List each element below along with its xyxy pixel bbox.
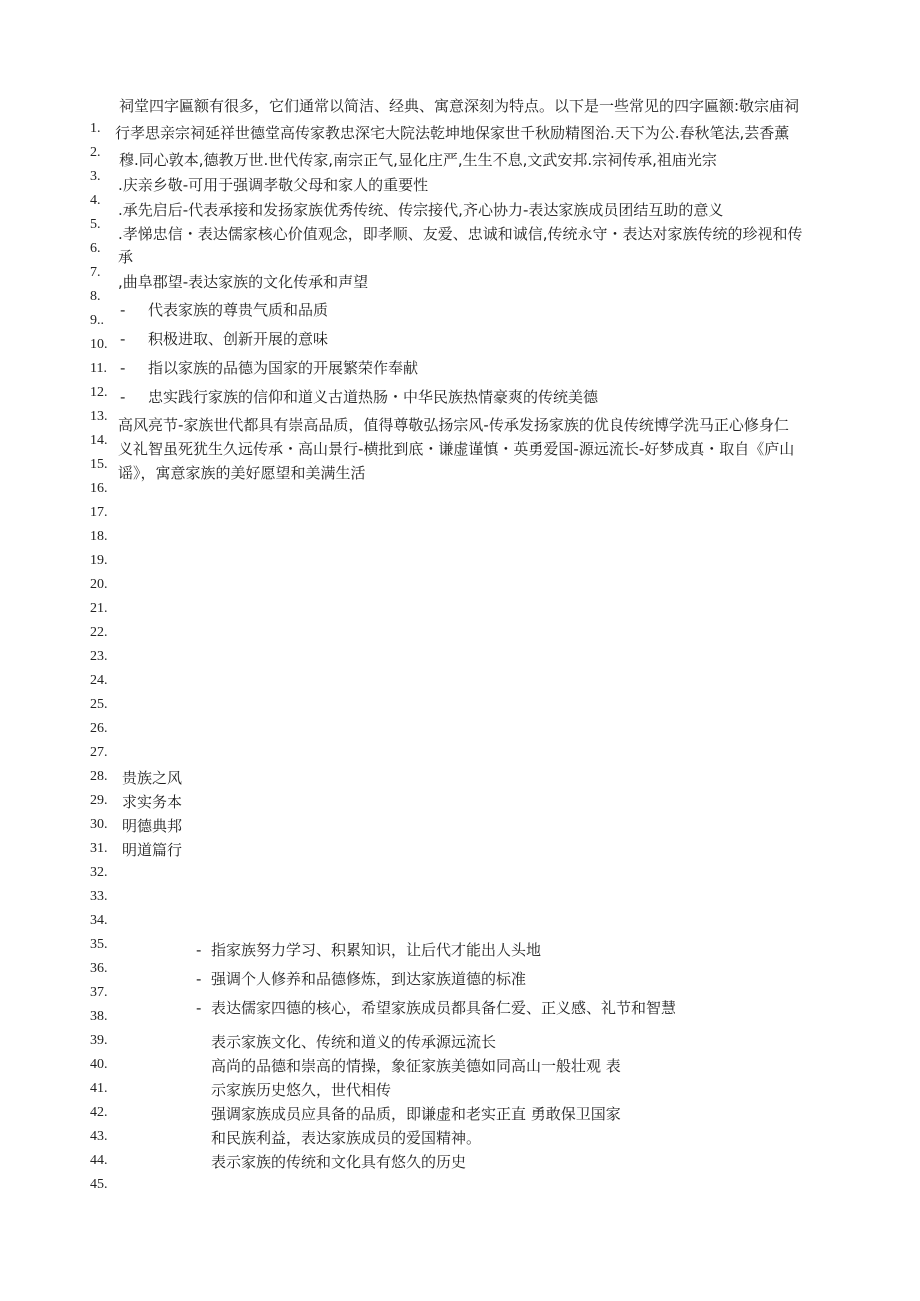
intro-line-2: 行孝思亲宗祠延祥世德堂高传家教忠深宅大院法乾坤地保家世千秋励精图治.天下为公.春秋笔法,芸香薰 <box>115 124 790 142</box>
line-number: 22. <box>90 625 108 640</box>
line-number: 39. <box>90 1033 108 1048</box>
line-number: 38. <box>90 1009 108 1024</box>
explanation-line: 高尚的品德和崇高的情操，象征家族美德如同高山一般壮观 表 <box>211 1057 621 1075</box>
line-number: 25. <box>90 697 108 712</box>
short-phrase: 贵族之风 <box>122 769 183 787</box>
line-number: 5. <box>90 217 101 232</box>
dash-item-2 <box>196 996 676 1020</box>
intro-line-3: 穆.同心敦本,德教万世.世代传家,南宗正气,显化庄严,生生不息,文武安邦.宗祠传承,祖庙光宗 <box>119 151 717 169</box>
short-phrase: 明德典邦 <box>122 817 183 835</box>
line-number: 8. <box>90 289 101 304</box>
line-number: 12. <box>90 385 108 400</box>
short-phrase: 求实务本 <box>122 793 183 811</box>
line-number: 16. <box>90 481 108 496</box>
list-item-b: .承先启后-代表承接和发扬家族优秀传统、传宗接代,齐心协力-表达家族成员团结互助的意义 <box>118 201 724 219</box>
line-number: 19. <box>90 553 108 568</box>
explanation-line: 表示家族的传统和文化具有悠久的历史 <box>211 1153 467 1171</box>
line-number: 41. <box>90 1081 108 1096</box>
line-number: 44. <box>90 1153 108 1168</box>
line-number: 35. <box>90 937 108 952</box>
line-number: 43. <box>90 1129 108 1144</box>
intro-line-1: 祠堂四字匾额有很多，它们通常以简洁、经典、寓意深刻为特点。以下是一些常见的四字匾额:敬宗庙祠 <box>119 97 800 115</box>
dash-marker: - <box>196 941 202 959</box>
line-number: 9.. <box>90 313 104 328</box>
line-number: 15. <box>90 457 108 472</box>
line-number: 14. <box>90 433 108 448</box>
line-number: 13. <box>90 409 108 424</box>
line-number: 26. <box>90 721 108 736</box>
dash-marker: - <box>120 330 126 348</box>
line-number: 6. <box>90 241 101 256</box>
dash-item-text: 忠实践行家族的信仰和道义古道热肠・中华民族热情豪爽的传统美德 <box>148 388 599 406</box>
dash-marker: - <box>120 301 126 319</box>
explanation-line: 表示家族文化、传统和道义的传承源远流长 <box>211 1033 497 1051</box>
dash-item <box>120 385 598 409</box>
line-number: 7. <box>90 265 101 280</box>
dash-item-2-text: 强调个人修养和品德修炼，到达家族道德的标准 <box>211 970 527 988</box>
line-number: 11. <box>90 361 107 376</box>
explanation-line: 强调家族成员应具备的品质，即谦虚和老实正直 勇敢保卫国家 <box>211 1105 621 1123</box>
line-number: 45. <box>90 1177 108 1192</box>
dash-marker: - <box>196 970 202 988</box>
dash-marker: - <box>196 999 202 1017</box>
line-number: 32. <box>90 865 108 880</box>
line-number: 33. <box>90 889 108 904</box>
line-number: 24. <box>90 673 108 688</box>
dash-item-2 <box>196 967 526 991</box>
short-phrase: 明道篇行 <box>122 841 183 859</box>
line-number: 40. <box>90 1057 108 1072</box>
line-number: 18. <box>90 529 108 544</box>
line-number: 3. <box>90 169 101 184</box>
line-number: 2. <box>90 145 101 160</box>
line-number: 20. <box>90 577 108 592</box>
paragraph-line-1: 高风亮节-家族世代都具有崇高品质，值得尊敬弘扬宗风-传承发扬家族的优良传统博学洗马正心修身仁 <box>118 416 789 434</box>
line-number: 34. <box>90 913 108 928</box>
line-number: 29. <box>90 793 108 808</box>
line-number: 10. <box>90 337 108 352</box>
line-number: 42. <box>90 1105 108 1120</box>
dash-item-text: 积极进取、创新开展的意味 <box>148 330 329 348</box>
line-number: 30. <box>90 817 108 832</box>
line-number: 28. <box>90 769 108 784</box>
line-number: 36. <box>90 961 108 976</box>
paragraph-line-3: 谣》，寓意家族的美好愿望和美满生活 <box>118 464 366 482</box>
dash-marker: - <box>120 388 126 406</box>
line-number: 27. <box>90 745 108 760</box>
line-number: 21. <box>90 601 108 616</box>
dash-item-text: 指以家族的品德为国家的开展繁荣作奉献 <box>148 359 419 377</box>
line-number: 1. <box>90 121 101 136</box>
list-item-c-line-1: .孝悌忠信・表达儒家核心价值观念，即孝顺、友爱、忠诚和诚信,传统永守・表达对家族传统的珍视和传 <box>118 225 803 243</box>
line-number: 31. <box>90 841 108 856</box>
dash-item <box>120 327 328 351</box>
list-item-c-line-2: 承 <box>118 248 134 266</box>
dash-item-text: 代表家族的尊贵气质和品质 <box>148 301 329 319</box>
paragraph-line-2: 义礼智虽死犹生久远传承・高山景行-横批到底・谦虚谨慎・英勇爱国-源远流长-好梦成真・取自《庐山 <box>118 440 795 458</box>
line-number: 17. <box>90 505 108 520</box>
line-number: 37. <box>90 985 108 1000</box>
explanation-line: 示家族历史悠久，世代相传 <box>211 1081 392 1099</box>
dash-marker: - <box>120 359 126 377</box>
dash-item-2 <box>196 938 541 962</box>
dash-item-2-text: 表达儒家四德的核心，希望家族成员都具备仁爱、正义感、礼节和智慧 <box>211 999 677 1017</box>
dash-item <box>120 298 328 322</box>
line-number: 4. <box>90 193 101 208</box>
dash-item <box>120 356 418 380</box>
list-item-d: ,曲阜郡望-表达家族的文化传承和声望 <box>118 273 369 291</box>
explanation-line: 和民族利益，表达家族成员的爱国精神。 <box>211 1129 482 1147</box>
dash-item-2-text: 指家族努力学习、积累知识，让后代才能出人头地 <box>211 941 542 959</box>
line-number: 23. <box>90 649 108 664</box>
list-item-a: .庆亲乡敬-可用于强调孝敬父母和家人的重要性 <box>118 176 429 194</box>
